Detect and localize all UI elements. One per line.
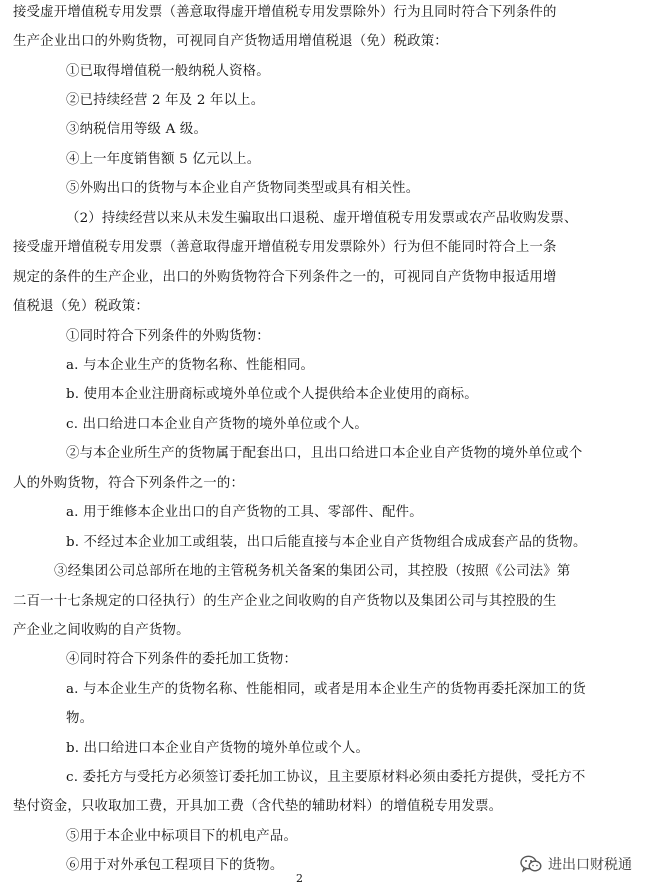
- text-line: a. 与本企业生产的货物名称、性能相同，或者是用本企业生产的货物再委托深加工的货: [66, 682, 586, 697]
- text-line: 物。: [66, 711, 94, 726]
- text-line: ①同时符合下列条件的外购货物：: [66, 329, 270, 344]
- text-line: ④上一年度销售额 5 亿元以上。: [66, 152, 261, 167]
- text-line: 产企业之间收购的自产货物。: [13, 623, 190, 638]
- text-line: ②与本企业所生产的货物属于配套出口，且出口给进口本企业自产货物的境外单位或个: [66, 446, 583, 461]
- text-line: 垫付资金，只收取加工费，开具加工费（含代垫的辅助材料）的增值税专用发票。: [13, 799, 503, 814]
- text-line: ①已取得增值税一般纳税人资格。: [66, 64, 270, 79]
- text-line: c. 委托方与受托方必须签订委托加工协议，且主要原材料必须由委托方提供，受托方不: [66, 770, 586, 785]
- text-line: 人的外购货物，符合下列条件之一的：: [13, 476, 245, 491]
- text-line: 接受虚开增值税专用发票（善意取得虚开增值税专用发票除外）行为且同时符合下列条件的: [13, 5, 557, 20]
- text-line: ③纳税信用等级 A 级。: [66, 122, 208, 137]
- page-number: 2: [296, 872, 303, 885]
- text-line: （2）持续经营以来从未发生骗取出口退税、虚开增值税专用发票或农产品收购发票、: [66, 211, 578, 226]
- text-line: 值税退（免）税政策：: [13, 299, 149, 314]
- watermark: [520, 852, 632, 876]
- text-line: a. 用于维修本企业出口的自产货物的工具、零部件、配件。: [66, 505, 423, 520]
- text-line: ④同时符合下列条件的委托加工货物：: [66, 652, 298, 667]
- text-line: 二百一十七条规定的口径执行）的生产企业之间收购的自产货物以及集团公司与其控股的生: [13, 594, 557, 609]
- text-line: a. 与本企业生产的货物名称、性能相同。: [66, 358, 315, 373]
- text-line: ②已持续经营 2 年及 2 年以上。: [66, 93, 265, 108]
- text-line: ⑥用于对外承包工程项目下的货物。: [66, 858, 284, 873]
- wechat-icon: [520, 855, 542, 873]
- text-line: 接受虚开增值税专用发票（善意取得虚开增值税专用发票除外）行为但不能同时符合上一条: [13, 240, 557, 255]
- text-line: c. 出口给进口本企业自产货物的境外单位或个人。: [66, 417, 369, 432]
- text-line: 生产企业出口的外购货物，可视同自产货物适用增值税退（免）税政策：: [13, 34, 448, 49]
- text-line: ⑤外购出口的货物与本企业自产货物同类型或具有相关性。: [66, 181, 420, 196]
- text-line: 规定的条件的生产企业，出口的外购货物符合下列条件之一的，可视同自产货物申报适用增: [13, 270, 557, 285]
- text-line: ③经集团公司总部所在地的主管税务机关备案的集团公司，其控股（按照《公司法》第: [54, 564, 571, 579]
- watermark-text: 进出口财税通: [548, 857, 632, 873]
- text-line: b. 出口给进口本企业自产货物的境外单位或个人。: [66, 741, 370, 756]
- text-line: ⑤用于本企业中标项目下的机电产品。: [66, 829, 298, 844]
- text-line: b. 使用本企业注册商标或境外单位或个人提供给本企业使用的商标。: [66, 387, 478, 402]
- text-line: b. 不经过本企业加工或组装，出口后能直接与本企业自产货物组合成成套产品的货物。: [66, 535, 587, 550]
